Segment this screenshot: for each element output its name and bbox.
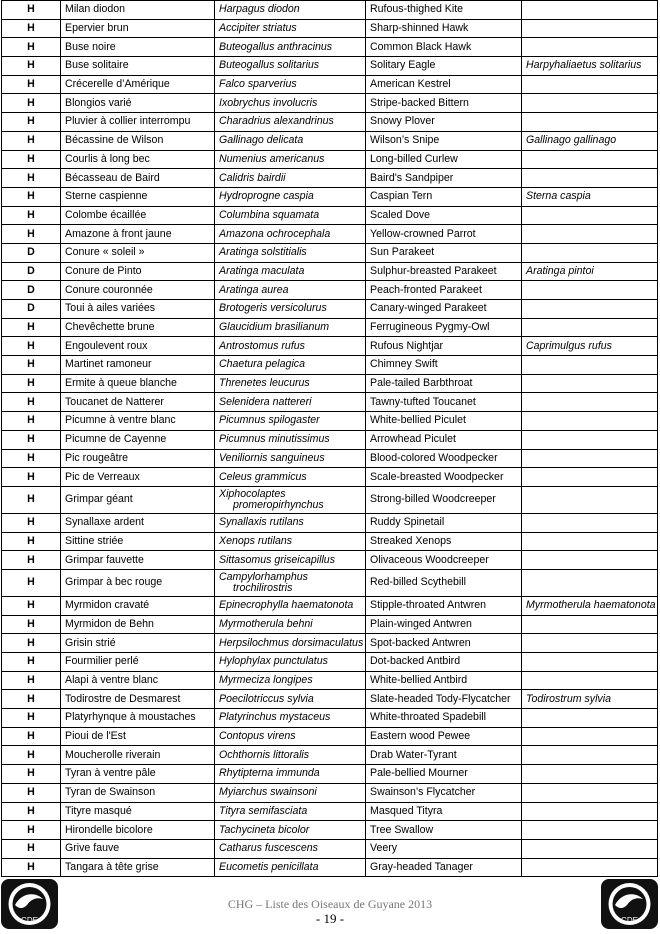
french-name-cell: Engoulevent roux (61, 337, 215, 356)
status-code-cell: H (2, 430, 61, 449)
english-name-cell: Streaked Xenops (366, 532, 522, 551)
status-code-cell: H (2, 225, 61, 244)
english-name-cell: Ferrugineous Pygmy-Owl (366, 318, 522, 337)
french-name-cell: Grive fauve (61, 839, 215, 858)
english-name-cell: Sulphur-breasted Parakeet (366, 262, 522, 281)
english-name-cell: Blood-colored Woodpecker (366, 449, 522, 468)
english-name-cell: Swainson’s Flycatcher (366, 783, 522, 802)
alternate-name-cell (522, 671, 658, 690)
english-name-cell: Common Black Hawk (366, 38, 522, 57)
status-code-cell: H (2, 839, 61, 858)
french-name-cell: Crécerelle d’Amérique (61, 75, 215, 94)
scientific-name-cell: Glaucidium brasilianum (215, 318, 366, 337)
alternate-name-cell: Caprimulgus rufus (522, 337, 658, 356)
table-row (2, 374, 658, 393)
scientific-name-cell: Hylophylax punctulatus (215, 653, 366, 672)
alternate-name-cell (522, 1, 658, 20)
table-row (2, 300, 658, 319)
table-row (2, 765, 658, 784)
table-row (2, 690, 658, 709)
french-name-cell: Pic de Verreaux (61, 468, 215, 487)
alternate-name-cell (522, 839, 658, 858)
scientific-name-cell: Picumnus spilogaster (215, 412, 366, 431)
table-row (2, 551, 658, 570)
status-code-cell: H (2, 802, 61, 821)
scientific-name-cell (215, 486, 366, 513)
status-code-cell: H (2, 393, 61, 412)
table-row (2, 858, 658, 877)
status-code-cell: H (2, 671, 61, 690)
status-code-cell: D (2, 281, 61, 300)
scientific-name-cell: Charadrius alexandrinus (215, 113, 366, 132)
scientific-name-line: trochilirostris (233, 581, 293, 594)
status-code-cell: H (2, 569, 61, 596)
english-name-cell: Wilson’s Snipe (366, 131, 522, 150)
french-name-cell: Alapi à ventre blanc (61, 671, 215, 690)
status-code-cell: H (2, 131, 61, 150)
alternate-name-cell (522, 615, 658, 634)
status-code-cell: H (2, 596, 61, 615)
scientific-name-cell: Eucometis penicillata (215, 858, 366, 877)
scientific-name-cell: Numenius americanus (215, 150, 366, 169)
french-name-cell: Picumne de Cayenne (61, 430, 215, 449)
alternate-name-cell: Myrmotherula haematonota (522, 596, 658, 615)
french-name-cell: Amazone à front jaune (61, 225, 215, 244)
scientific-name-cell: Selenidera nattereri (215, 393, 366, 412)
alternate-name-cell (522, 551, 658, 570)
french-name-cell: Grimpar géant (61, 486, 215, 513)
scientific-name-line: Campylorhamphus (219, 570, 308, 583)
status-code-cell: H (2, 746, 61, 765)
english-name-cell: Peach-fronted Parakeet (366, 281, 522, 300)
table-row (2, 821, 658, 840)
french-name-cell: Toucanet de Natterer (61, 393, 215, 412)
french-name-cell: Blongios varié (61, 94, 215, 113)
scientific-name-cell: Epinecrophylla haematonota (215, 596, 366, 615)
alternate-name-cell (522, 38, 658, 57)
scientific-name-cell: Contopus virens (215, 727, 366, 746)
alternate-name-cell (522, 821, 658, 840)
scientific-name-cell: Hydroprogne caspia (215, 187, 366, 206)
scientific-name-cell: Picumnus minutissimus (215, 430, 366, 449)
french-name-cell: Todirostre de Desmarest (61, 690, 215, 709)
french-name-cell: Bécasseau de Baird (61, 169, 215, 188)
scientific-name-cell: Chaetura pelagica (215, 356, 366, 375)
table-row (2, 412, 658, 431)
alternate-name-cell (522, 653, 658, 672)
table-row (2, 671, 658, 690)
table-row (2, 634, 658, 653)
alternate-name-cell (522, 783, 658, 802)
svg-text:CDE: CDE (21, 916, 38, 925)
english-name-cell: Masqued Tityra (366, 802, 522, 821)
alternate-name-cell (522, 634, 658, 653)
table-row (2, 1, 658, 20)
alternate-name-cell: Gallinago gallinago (522, 131, 658, 150)
scientific-name-cell: Amazona ochrocephala (215, 225, 366, 244)
english-name-cell: Olivaceous Woodcreeper (366, 551, 522, 570)
status-code-cell: H (2, 765, 61, 784)
french-name-cell: Tyran de Swainson (61, 783, 215, 802)
status-code-cell: H (2, 615, 61, 634)
scientific-name-cell: Herpsilochmus dorsimaculatus (215, 634, 366, 653)
french-name-cell: Tyran à ventre pâle (61, 765, 215, 784)
english-name-cell: White-bellied Antbird (366, 671, 522, 690)
scientific-name-cell: Xenops rutilans (215, 532, 366, 551)
alternate-name-cell (522, 802, 658, 821)
scientific-name-cell: Buteogallus anthracinus (215, 38, 366, 57)
french-name-cell: Pic rougeâtre (61, 449, 215, 468)
english-name-cell: Dot-backed Antbird (366, 653, 522, 672)
table-row (2, 653, 658, 672)
french-name-cell: Fourmilier perlé (61, 653, 215, 672)
english-name-cell: White-throated Spadebill (366, 709, 522, 728)
table-row (2, 281, 658, 300)
table-row (2, 187, 658, 206)
alternate-name-cell (522, 746, 658, 765)
alternate-name-cell (522, 569, 658, 596)
english-name-cell: Arrowhead Piculet (366, 430, 522, 449)
table-row (2, 513, 658, 532)
table-row (2, 596, 658, 615)
scientific-name-line: Xiphocolaptes (219, 487, 286, 500)
status-code-cell: H (2, 206, 61, 225)
table-row (2, 113, 658, 132)
english-name-cell: Baird's Sandpiper (366, 169, 522, 188)
scientific-name-cell: Tachycineta bicolor (215, 821, 366, 840)
status-code-cell: H (2, 57, 61, 76)
scientific-name-cell: Brotogeris versicolurus (215, 300, 366, 319)
status-code-cell: H (2, 449, 61, 468)
english-name-cell: Snowy Plover (366, 113, 522, 132)
english-name-cell: Drab Water-Tyrant (366, 746, 522, 765)
scientific-name-cell: Rhytipterna immunda (215, 765, 366, 784)
french-name-cell: Bécassine de Wilson (61, 131, 215, 150)
english-name-cell: Sharp-shinned Hawk (366, 19, 522, 38)
table-row (2, 532, 658, 551)
alternate-name-cell (522, 393, 658, 412)
alternate-name-cell (522, 513, 658, 532)
french-name-cell: Moucherolle riverain (61, 746, 215, 765)
status-code-cell: H (2, 187, 61, 206)
page-number: - 19 - (315, 911, 345, 926)
status-code-cell: H (2, 412, 61, 431)
table-row (2, 727, 658, 746)
french-name-cell: Tityre masqué (61, 802, 215, 821)
status-code-cell: H (2, 634, 61, 653)
table-row (2, 19, 658, 38)
table-row (2, 38, 658, 57)
table-row (2, 57, 658, 76)
scientific-name-cell: Aratinga solstitialis (215, 243, 366, 262)
scientific-name-cell: Myiarchus swainsoni (215, 783, 366, 802)
scientific-name-cell: Sittasomus griseicapillus (215, 551, 366, 570)
alternate-name-cell (522, 486, 658, 513)
english-name-cell: Chimney Swift (366, 356, 522, 375)
table-row (2, 225, 658, 244)
status-code-cell: H (2, 75, 61, 94)
status-code-cell: H (2, 337, 61, 356)
french-name-cell: Tangara à tête grise (61, 858, 215, 877)
status-code-cell: H (2, 858, 61, 877)
alternate-name-cell (522, 356, 658, 375)
alternate-name-cell: Sterna caspia (522, 187, 658, 206)
french-name-cell: Grimpar à bec rouge (61, 569, 215, 596)
english-name-cell: Eastern wood Pewee (366, 727, 522, 746)
scientific-name-cell: Catharus fuscescens (215, 839, 366, 858)
scientific-name-cell: Ixobrychus involucris (215, 94, 366, 113)
french-name-cell: Myrmidon de Behn (61, 615, 215, 634)
french-name-cell: Chevêchette brune (61, 318, 215, 337)
alternate-name-cell (522, 243, 658, 262)
french-name-cell: Grimpar fauvette (61, 551, 215, 570)
table-row (2, 206, 658, 225)
status-code-cell: H (2, 38, 61, 57)
scientific-name-cell: Platyrinchus mystaceus (215, 709, 366, 728)
table-row (2, 356, 658, 375)
scientific-name-cell: Falco sparverius (215, 75, 366, 94)
french-name-cell: Sittine striée (61, 532, 215, 551)
alternate-name-cell (522, 113, 658, 132)
table-row (2, 839, 658, 858)
alternate-name-cell (522, 19, 658, 38)
status-code-cell: H (2, 19, 61, 38)
scientific-name-cell: Harpagus diodon (215, 1, 366, 20)
scientific-name-cell (215, 569, 366, 596)
table-row (2, 486, 658, 513)
french-name-cell: Picumne à ventre blanc (61, 412, 215, 431)
english-name-cell: Scaled Dove (366, 206, 522, 225)
alternate-name-cell (522, 727, 658, 746)
english-name-cell: Caspian Tern (366, 187, 522, 206)
alternate-name-cell (522, 430, 658, 449)
alternate-name-cell (522, 532, 658, 551)
status-code-cell: D (2, 243, 61, 262)
bird-list-body (2, 1, 658, 877)
status-code-cell: H (2, 532, 61, 551)
english-name-cell: Strong-billed Woodcreeper (366, 486, 522, 513)
alternate-name-cell (522, 225, 658, 244)
english-name-cell: Ruddy Spinetail (366, 513, 522, 532)
scientific-name-cell: Ochthornis littoralis (215, 746, 366, 765)
status-code-cell: H (2, 356, 61, 375)
table-row (2, 569, 658, 596)
alternate-name-cell (522, 281, 658, 300)
table-row (2, 449, 658, 468)
english-name-cell: Solitary Eagle (366, 57, 522, 76)
alternate-name-cell (522, 412, 658, 431)
table-row (2, 746, 658, 765)
english-name-cell: Plain-winged Antwren (366, 615, 522, 634)
status-code-cell: H (2, 653, 61, 672)
status-code-cell: H (2, 468, 61, 487)
status-code-cell: H (2, 727, 61, 746)
english-name-cell: Slate-headed Tody-Flycatcher (366, 690, 522, 709)
table-row (2, 783, 658, 802)
english-name-cell: Veery (366, 839, 522, 858)
english-name-cell: American Kestrel (366, 75, 522, 94)
alternate-name-cell: Todirostrum sylvia (522, 690, 658, 709)
english-name-cell: Gray-headed Tanager (366, 858, 522, 877)
english-name-cell: Rufous Nightjar (366, 337, 522, 356)
english-name-cell: Spot-backed Antwren (366, 634, 522, 653)
english-name-cell: Pale-tailed Barbthroat (366, 374, 522, 393)
french-name-cell: Grisin strié (61, 634, 215, 653)
alternate-name-cell (522, 318, 658, 337)
table-row (2, 243, 658, 262)
alternate-name-cell (522, 858, 658, 877)
french-name-cell: Colombe écaillée (61, 206, 215, 225)
french-name-cell: Toui à ailes variées (61, 300, 215, 319)
footer-title: CHG – Liste des Oiseaux de Guyane 2013 (227, 897, 433, 911)
french-name-cell: Pluvier à collier interrompu (61, 113, 215, 132)
table-row (2, 75, 658, 94)
status-code-cell: H (2, 709, 61, 728)
svg-text:CDE: CDE (621, 916, 638, 925)
alternate-name-cell (522, 75, 658, 94)
french-name-cell: Ermite à queue blanche (61, 374, 215, 393)
french-name-cell: Pioui de l'Est (61, 727, 215, 746)
alternate-name-cell (522, 300, 658, 319)
english-name-cell: Stripe-backed Bittern (366, 94, 522, 113)
status-code-cell: D (2, 300, 61, 319)
status-code-cell: H (2, 821, 61, 840)
english-name-cell: Scale-breasted Woodpecker (366, 468, 522, 487)
french-name-cell: Conure de Pinto (61, 262, 215, 281)
scientific-name-cell: Tityra semifasciata (215, 802, 366, 821)
french-name-cell: Conure « soleil » (61, 243, 215, 262)
status-code-cell: H (2, 94, 61, 113)
status-code-cell: H (2, 318, 61, 337)
status-code-cell: H (2, 551, 61, 570)
english-name-cell: Tawny-tufted Toucanet (366, 393, 522, 412)
french-name-cell: Courlis à long bec (61, 150, 215, 169)
alternate-name-cell (522, 94, 658, 113)
scientific-name-cell: Gallinago delicata (215, 131, 366, 150)
scientific-name-cell: Aratinga maculata (215, 262, 366, 281)
status-code-cell: D (2, 262, 61, 281)
english-name-cell: White-bellied Piculet (366, 412, 522, 431)
scientific-name-cell: Threnetes leucurus (215, 374, 366, 393)
alternate-name-cell (522, 169, 658, 188)
french-name-cell: Synallaxe ardent (61, 513, 215, 532)
status-code-cell: H (2, 113, 61, 132)
table-row (2, 169, 658, 188)
table-row (2, 318, 658, 337)
scientific-name-cell: Veniliornis sanguineus (215, 449, 366, 468)
status-code-cell: H (2, 513, 61, 532)
table-row (2, 430, 658, 449)
english-name-cell: Pale-bellied Mourner (366, 765, 522, 784)
table-row (2, 150, 658, 169)
scientific-name-cell: Buteogallus solitarius (215, 57, 366, 76)
english-name-cell: Stipple-throated Antwren (366, 596, 522, 615)
table-row (2, 615, 658, 634)
french-name-cell: Platyrhynque à moustaches (61, 709, 215, 728)
table-row (2, 393, 658, 412)
alternate-name-cell: Harpyhaliaetus solitarius (522, 57, 658, 76)
alternate-name-cell (522, 150, 658, 169)
french-name-cell: Buse solitaire (61, 57, 215, 76)
scientific-name-cell: Myrmeciza longipes (215, 671, 366, 690)
alternate-name-cell (522, 206, 658, 225)
alternate-name-cell (522, 709, 658, 728)
status-code-cell: H (2, 690, 61, 709)
scientific-name-cell: Calidris bairdii (215, 169, 366, 188)
scientific-name-cell: Poecilotriccus sylvia (215, 690, 366, 709)
status-code-cell: H (2, 1, 61, 20)
status-code-cell: H (2, 169, 61, 188)
english-name-cell: Long-billed Curlew (366, 150, 522, 169)
english-name-cell: Tree Swallow (366, 821, 522, 840)
bird-list-table (1, 0, 658, 877)
french-name-cell: Epervier brun (61, 19, 215, 38)
scientific-name-cell: Myrmotherula behni (215, 615, 366, 634)
scientific-name-cell: Antrostomus rufus (215, 337, 366, 356)
french-name-cell: Conure couronnée (61, 281, 215, 300)
table-row (2, 802, 658, 821)
scientific-name-cell: Celeus grammicus (215, 468, 366, 487)
scientific-name-line: promeropirhynchus (233, 498, 324, 511)
alternate-name-cell (522, 449, 658, 468)
table-row (2, 94, 658, 113)
table-row (2, 709, 658, 728)
english-name-cell: Sun Parakeet (366, 243, 522, 262)
table-row (2, 337, 658, 356)
status-code-cell: H (2, 150, 61, 169)
table-row (2, 468, 658, 487)
status-code-cell: H (2, 374, 61, 393)
english-name-cell: Canary-winged Parakeet (366, 300, 522, 319)
scientific-name-cell: Aratinga aurea (215, 281, 366, 300)
status-code-cell: H (2, 783, 61, 802)
english-name-cell: Yellow-crowned Parrot (366, 225, 522, 244)
scientific-name-cell: Synallaxis rutilans (215, 513, 366, 532)
scientific-name-cell: Columbina squamata (215, 206, 366, 225)
alternate-name-cell (522, 765, 658, 784)
alternate-name-cell: Aratinga pintoi (522, 262, 658, 281)
status-code-cell: H (2, 486, 61, 513)
table-row (2, 131, 658, 150)
french-name-cell: Martinet ramoneur (61, 356, 215, 375)
english-name-cell: Red-billed Scythebill (366, 569, 522, 596)
scientific-name-cell: Accipiter striatus (215, 19, 366, 38)
french-name-cell: Buse noire (61, 38, 215, 57)
french-name-cell: Milan diodon (61, 1, 215, 20)
french-name-cell: Myrmidon cravaté (61, 596, 215, 615)
alternate-name-cell (522, 374, 658, 393)
alternate-name-cell (522, 468, 658, 487)
french-name-cell: Hirondelle bicolore (61, 821, 215, 840)
french-name-cell: Sterne caspienne (61, 187, 215, 206)
table-row (2, 262, 658, 281)
english-name-cell: Rufous-thighed Kite (366, 1, 522, 20)
